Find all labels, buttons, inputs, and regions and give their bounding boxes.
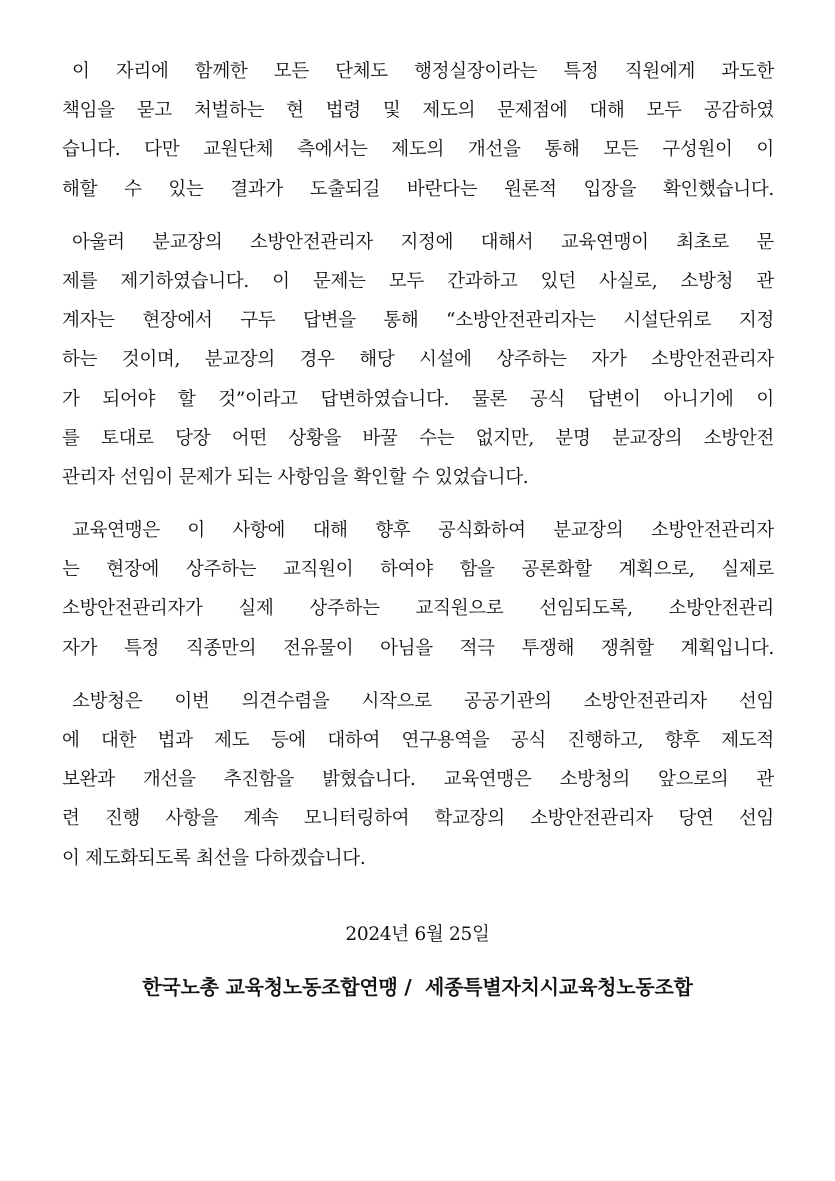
paragraph-line: 해할 수 있는 결과가 도출되길 바란다는 원론적 입장을 확인했습니다. — [62, 178, 774, 200]
paragraph-line: 보완과 개선을 추진함을 밝혔습니다. 교육연맹은 소방청의 앞으로의 관 — [62, 769, 774, 791]
paragraph-3 — [62, 511, 774, 668]
paragraph-line: 이 자리에 함께한 모든 단체도 행정실장이라는 특정 직원에게 과도한 — [72, 61, 774, 82]
paragraph-line: 관리자 선임이 문제가 되는 사항임을 확인할 수 있었습니다. — [62, 466, 529, 488]
paragraph-line: 를 토대로 당장 어떤 상황을 바꿀 수는 없지만, 분명 분교장의 소방안전 — [62, 427, 774, 449]
paragraph-2 — [62, 223, 774, 497]
paragraph-line: 소방청은 이번 의견수렴을 시작으로 공공기관의 소방안전관리자 선임 — [72, 690, 774, 712]
document-signature: 한국노총 교육청노동조합연맹 / 세종특별자치시교육청노동조합 — [142, 975, 693, 999]
paragraph-line: 아울러 분교장의 소방안전관리자 지정에 대해서 교육연맹이 최초로 문 — [72, 231, 774, 253]
paragraph-line: 책임을 묻고 처벌하는 현 법령 및 제도의 문제점에 대해 모두 공감하였 — [62, 100, 774, 122]
paragraph-line: 제를 제기하였습니다. 이 문제는 모두 간과하고 있던 사실로, 소방청 관 — [62, 270, 774, 292]
paragraph-line: 는 현장에 상주하는 교직원이 하여야 함을 공론화할 계획으로, 실제로 — [62, 559, 774, 581]
paragraph-line: 습니다. 다만 교원단체 측에서는 제도의 개선을 통해 모든 구성원이 이 — [62, 139, 774, 161]
paragraph-line: 교육연맹은 이 사항에 대해 향후 공식화하여 분교장의 소방안전관리자 — [72, 520, 774, 542]
paragraph-4 — [62, 682, 774, 878]
document-date: 2024년 6월 25일 — [345, 924, 490, 945]
paragraph-line: 련 진행 사항을 계속 모니터링하여 학교장의 소방안전관리자 당연 선임 — [62, 808, 774, 830]
document-body — [62, 52, 774, 892]
paragraph-1 — [62, 52, 774, 209]
paragraph-line: 하는 것이며, 분교장의 경우 해당 시설에 상주하는 자가 소방안전관리자 — [62, 349, 774, 371]
paragraph-line: 계자는 현장에서 구두 답변을 통해 “소방안전관리자는 시설단위로 지정 — [62, 310, 774, 332]
paragraph-line: 이 제도화되도록 최선을 다하겠습니다. — [62, 847, 366, 869]
paragraph-line: 가 되어야 할 것”이라고 답변하였습니다. 물론 공식 답변이 아니기에 이 — [62, 388, 774, 410]
paragraph-line: 에 대한 법과 제도 등에 대하여 연구용역을 공식 진행하고, 향후 제도적 — [62, 730, 774, 751]
paragraph-line: 소방안전관리자가 실제 상주하는 교직원으로 선임되도록, 소방안전관리 — [62, 598, 774, 620]
paragraph-line: 자가 특정 직종만의 전유물이 아님을 적극 투쟁해 쟁취할 계획입니다. — [62, 637, 774, 659]
